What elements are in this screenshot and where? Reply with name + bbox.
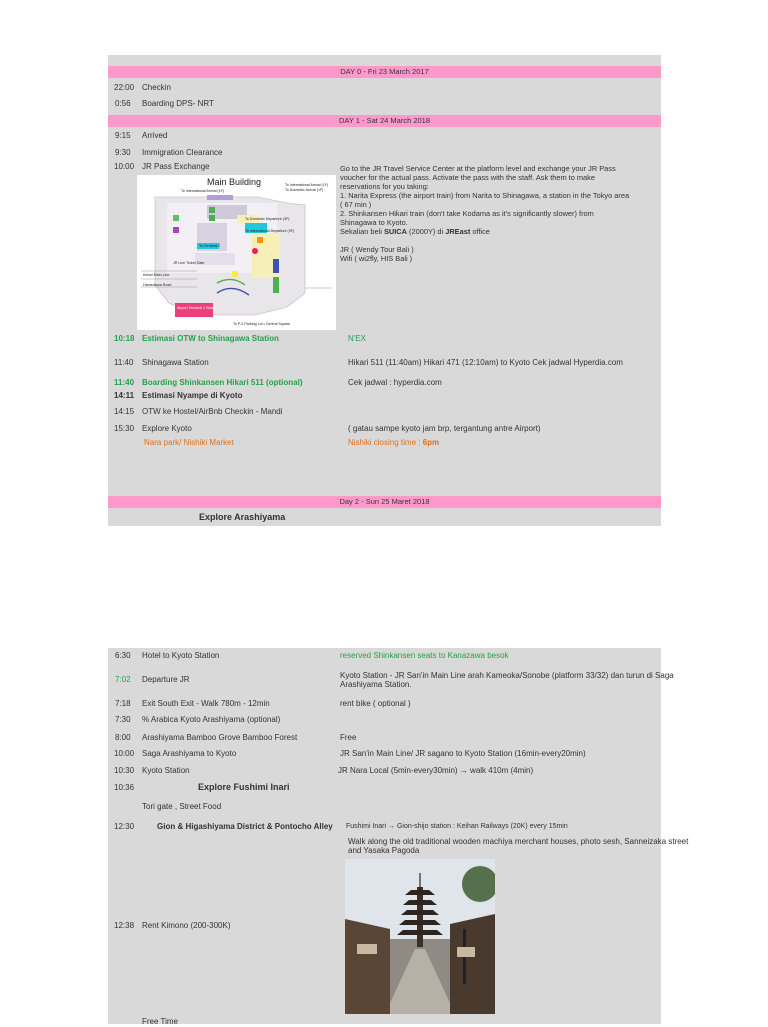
- note-cell: Arashiyama Station.: [340, 680, 412, 689]
- activity-cell: Departure JR: [142, 675, 190, 684]
- activity-cell: Hotel to Kyoto Station: [142, 651, 220, 660]
- activity-cell: Explore Kyoto: [142, 424, 192, 433]
- time-cell: 7:02: [115, 675, 131, 684]
- note-cell: JR San'in Main Line/ JR sagano to Kyoto Station (16min-every20min): [340, 749, 586, 758]
- time-cell: 14:11: [114, 391, 135, 400]
- day2-title: Explore Arashiyama: [199, 512, 286, 522]
- time-cell: 10:00: [114, 162, 135, 171]
- note-line: 1. Narita Express (the airport train) from Narita to Shinagawa, a station in the Tokyo area: [340, 191, 630, 200]
- note-cell: JR Nara Local (5min-every30min) → walk 410m (4min): [338, 766, 534, 775]
- map-label: To International Arrival (1F): [181, 189, 225, 193]
- time-cell: 10:36: [114, 783, 135, 792]
- map-label: To P-2 Parking Lot • Central Square: [233, 322, 290, 326]
- activity-cell: Arashiyama Bamboo Grove Bamboo Forest: [142, 733, 298, 742]
- note-line: reservations for you taking:: [340, 182, 429, 191]
- note-cell: Walk along the old traditional wooden machiya merchant houses, photo sesh, Sanneizaka street: [348, 837, 689, 846]
- time-cell: 7:30: [115, 715, 131, 724]
- note-cell: N'EX: [348, 334, 366, 343]
- note-cell: Fushimi Inari → Gion-shijo station : Keihan Railways (20K) every 15min: [346, 823, 568, 830]
- note-line: ( 67 min ): [340, 200, 372, 209]
- note-cell: ( gatau sampe kyoto jam brp, tergantung antre Airport): [348, 424, 541, 433]
- photo-drawing: [345, 859, 495, 1014]
- time-cell: 8:00: [115, 733, 131, 742]
- time-cell: 10:18: [114, 334, 135, 343]
- activity-cell: Tori gate , Street Food: [142, 802, 222, 811]
- time-cell: 11:40: [114, 358, 134, 367]
- time-cell: 9:30: [115, 148, 131, 157]
- map-label: JR Line Ticket Gate: [173, 261, 205, 265]
- airport-map-image: [137, 175, 336, 330]
- activity-cell: Saga Arashiyama to Kyoto: [142, 749, 237, 758]
- time-cell: 10:00: [114, 749, 135, 758]
- jr-pass-note: [340, 164, 660, 263]
- note-line: 2. Shinkansen Hikari train (don't take Kodama as it's significantly slower) from: [340, 209, 594, 218]
- activity-cell: OTW ke Hostel/AirBnb Checkin - Mandi: [142, 407, 283, 416]
- activity-cell: % Arabica Kyoto Arashiyama (optional): [142, 715, 281, 724]
- note-cell: reserved Shinkansen seats to Kanazawa besok: [340, 651, 509, 660]
- activity-cell: JR Pass Exchange: [142, 162, 210, 171]
- day2-header: Day 2 - Sun 25 Maret 2018: [108, 496, 661, 508]
- note-line: Go to the JR Travel Service Center at the platform level and exchange your JR Pass: [340, 164, 616, 173]
- activity-cell: Exit South Exit - Walk 780m - 12min: [142, 699, 270, 708]
- yasaka-pagoda-photo: [345, 859, 495, 1014]
- note-cell: Cek jadwal : hyperdia.com: [348, 378, 442, 387]
- note-line: voucher for the actual pass. Activate the pass with the staff. Ask them to make: [340, 173, 595, 182]
- map-label: Hamedaura Road: [143, 283, 172, 287]
- activity-cell: Shinagawa Station: [142, 358, 209, 367]
- section-title: Explore Fushimi Inari: [198, 782, 290, 792]
- note-line: Shinagawa to Kyoto.: [340, 218, 408, 227]
- activity-cell: Free Time: [142, 1017, 179, 1026]
- time-cell: 10:30: [114, 766, 135, 775]
- activity-cell: Rent Kimono (200-300K): [142, 921, 231, 930]
- day1-header: DAY 1 - Sat 24 March 2018: [108, 115, 661, 127]
- note-cell: Kyoto Station - JR San'in Main Line arah Kameoka/Sonobe (platform 33/32) dan turun di Saga: [340, 671, 674, 680]
- divider: [108, 526, 661, 527]
- activity-cell: Arrived: [142, 131, 168, 140]
- activity-cell: Boarding Shinkansen Hikari 511 (optional): [142, 378, 303, 387]
- map-label: To International Departure (3F): [245, 229, 295, 233]
- contact-line: Wifi ( wi2fly, HIS Bali ): [340, 254, 413, 263]
- time-cell: 11:40: [114, 378, 135, 387]
- activity-cell: Estimasi OTW to Shinagawa Station: [142, 334, 279, 343]
- note-cell: and Yasaka Pagoda: [348, 846, 420, 855]
- map-label: To International Arrival (1F): [285, 183, 329, 187]
- activity-cell: Checkin: [142, 83, 171, 92]
- time-cell: 14:15: [114, 407, 135, 416]
- day0-header: DAY 0 - Fri 23 March 2017: [108, 66, 661, 78]
- map-title: Main Building: [207, 177, 262, 187]
- map-label: To Terminal 2: [199, 244, 221, 248]
- activity-cell: Gion & Higashiyama District & Pontocho Alley: [157, 822, 333, 831]
- activity-cell: Boarding DPS- NRT: [142, 99, 214, 108]
- itinerary-table-day0-1: [108, 55, 661, 527]
- time-cell: 6:30: [115, 651, 131, 660]
- note-cell: rent bike ( optional ): [340, 699, 411, 708]
- activity-cell: Nara park/ Nishiki Market: [144, 438, 234, 447]
- note-cell: Free: [340, 733, 357, 742]
- time-cell: 15:30: [114, 424, 135, 433]
- contact-line: JR ( Wendy Tour Bali ): [340, 245, 414, 254]
- note-cell: Nishiki closing time : 6pm: [348, 438, 440, 447]
- map-label: To Domestic Departure (3F): [245, 217, 290, 221]
- map-label: Keisei Main Line: [143, 273, 170, 277]
- map-label: Airport Terminal 1 Station: [177, 306, 218, 310]
- time-cell: 12:30: [114, 822, 135, 831]
- time-cell: 9:15: [115, 131, 131, 140]
- airport-map-drawing: [137, 175, 336, 330]
- activity-cell: Kyoto Station: [142, 766, 190, 775]
- activity-cell: Immigration Clearance: [142, 148, 223, 157]
- note-cell: Hikari 511 (11:40am) Hikari 471 (12:10am) to Kyoto Cek jadwal Hyperdia.com: [348, 358, 623, 367]
- activity-cell: Estimasi Nyampe di Kyoto: [142, 391, 243, 400]
- map-label: To Domestic Arrival (1F): [285, 188, 324, 192]
- suica-line: Sekalian beli SUICA (2000Y) di JREast office: [340, 227, 490, 236]
- time-cell: 0:56: [115, 99, 131, 108]
- itinerary-table-day2: [108, 648, 689, 1026]
- time-cell: 12:38: [114, 921, 135, 930]
- time-cell: 22:00: [114, 83, 135, 92]
- time-cell: 7:18: [115, 699, 131, 708]
